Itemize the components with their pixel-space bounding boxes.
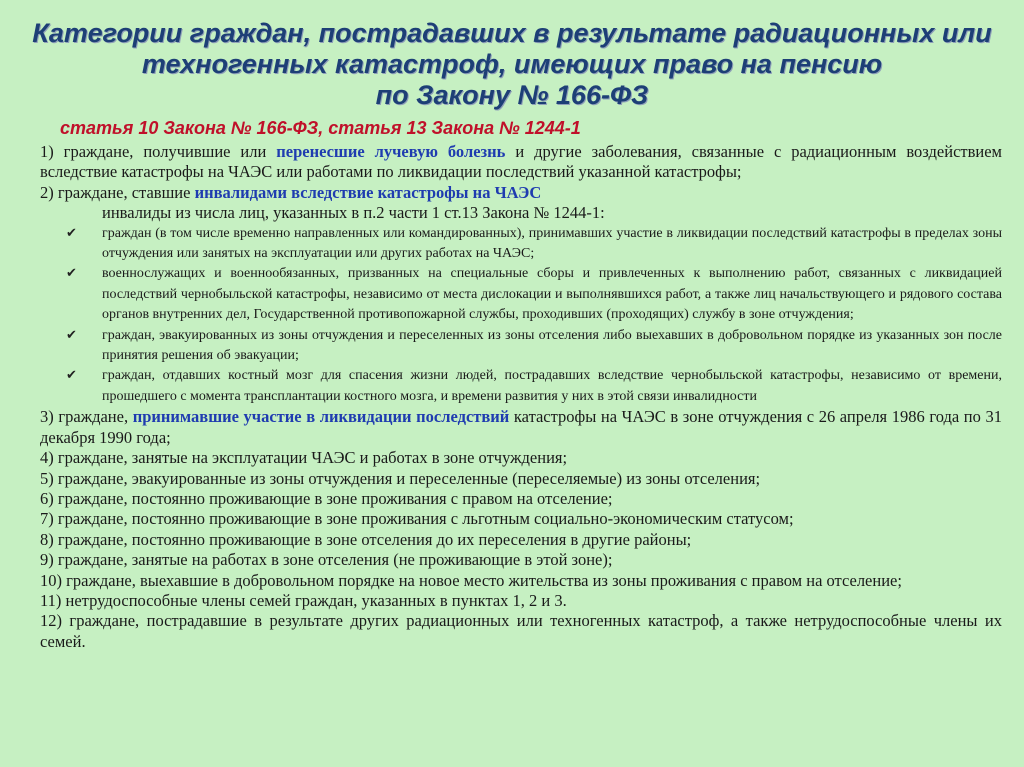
title-line-1: Категории граждан, пострадавших в результате радиационных или [32,18,992,48]
list-item-7: 7) граждане, постоянно проживающие в зоне проживания с льготным социально-экономическим статусом; [40,509,794,529]
list-item-2-note: инвалиды из числа лиц, указанных в п.2 части 1 ст.13 Закона № 1244-1: [102,203,605,223]
checkmark-icon: ✔ [66,225,77,241]
list-item-10: 10) граждане, выехавшие в добровольном порядке на новое место жительства из зоны проживания с правом на отселение; [40,570,902,590]
item-text: 3) граждане, [40,407,133,427]
list-item-2 [40,183,1002,203]
item-text: 2) граждане, ставшие [40,182,195,202]
check-item [66,326,1002,367]
check-item-text: граждан (в том числе временно направленных или командированных), принимавших участие в ликвидации последствий катастрофы в пределах зоны отчуждения или занятых на эксплуатации или других работах на ЧАЭС; [102,225,1002,262]
title-line-2: техногенных катастроф, имеющих право на пенсию [141,49,883,79]
list-item-9: 9) граждане, занятые на работах в зоне отселения (не проживающие в этой зоне); [40,550,613,570]
checkmark-icon: ✔ [66,266,77,282]
list-item-12: 12) граждане, пострадавшие в результате других радиационных или техногенных катастроф, а также нетрудоспособные члены их семей. [40,611,1002,651]
slide-title [0,18,1024,111]
law-reference: статья 10 Закона № 166-ФЗ, статья 13 Закона № 1244-1 [60,118,581,138]
category-list [40,142,1002,652]
list-item-3 [40,407,1002,448]
item-highlight: принимавшие участие в ликвидации последствий [132,407,510,427]
list-item-6: 6) граждане, постоянно проживающие в зоне проживания с правом на отселение; [40,488,613,508]
check-item-text: граждан, отдавших костный мозг для спасения жизни людей, пострадавших вследствие чернобыльской катастрофы, независимо от времени, прошедшего с момента трансплантации костного мозга, и времени развития у них в этой связи инвалидности [102,368,1002,404]
list-item-11: 11) нетрудоспособные члены семей граждан, указанных в пунктах 1, 2 и 3. [40,590,567,610]
item-text: и другие заболевания, связанные с радиационным воздействием вследствие катастрофы на ЧАЭС или работами по ликвидации последствий указанной катастрофы; [40,142,1002,182]
list-item-4: 4) граждане, занятые на эксплуатации ЧАЭС и работах в зоне отчуждения; [40,448,568,468]
item-highlight: перенесшие лучевую болезнь [276,142,506,161]
check-item-text: граждан, эвакуированных из зоны отчуждения и переселенных из зоны отселения либо выехавших в добровольном порядке из указанных зон после принятия решения об эвакуации; [102,327,1002,364]
check-item [66,366,1002,407]
list-item-8: 8) граждане, постоянно проживающие в зоне отселения до их переселения в другие районы; [40,529,692,549]
check-item [66,264,1002,325]
checkmark-icon: ✔ [66,368,77,384]
check-item [66,224,1002,265]
checkmark-icon: ✔ [66,327,77,343]
item-highlight: инвалидами вследствие катастрофы на ЧАЭС [194,182,542,202]
item-text: 1) граждане, получившие или [40,142,277,161]
disabled-subcategories [40,224,1002,408]
title-line-3: по Закону № 166-ФЗ [375,80,649,110]
list-item-5: 5) граждане, эвакуированные из зоны отчуждения и переселенные (переселяемые) из зоны отселения; [40,468,761,488]
list-item-1 [40,142,1002,183]
item-text: катастрофы на ЧАЭС в зоне отчуждения с 26 апреля 1986 года по 31 декабря 1990 года; [40,407,1002,447]
check-item-text: военнослужащих и военнообязанных, призванных на специальные сборы и привлеченных к выполнению работ, связанных с ликвидацией последствий чернобыльской катастрофы, независимо от места дислокации и выполнявшихся работ, а также лиц начальствующего и рядового состава органов внутренних дел, Государственной противопожарной службы, проходивших (проходящих) службу в зоне отчуждения; [102,266,1002,323]
